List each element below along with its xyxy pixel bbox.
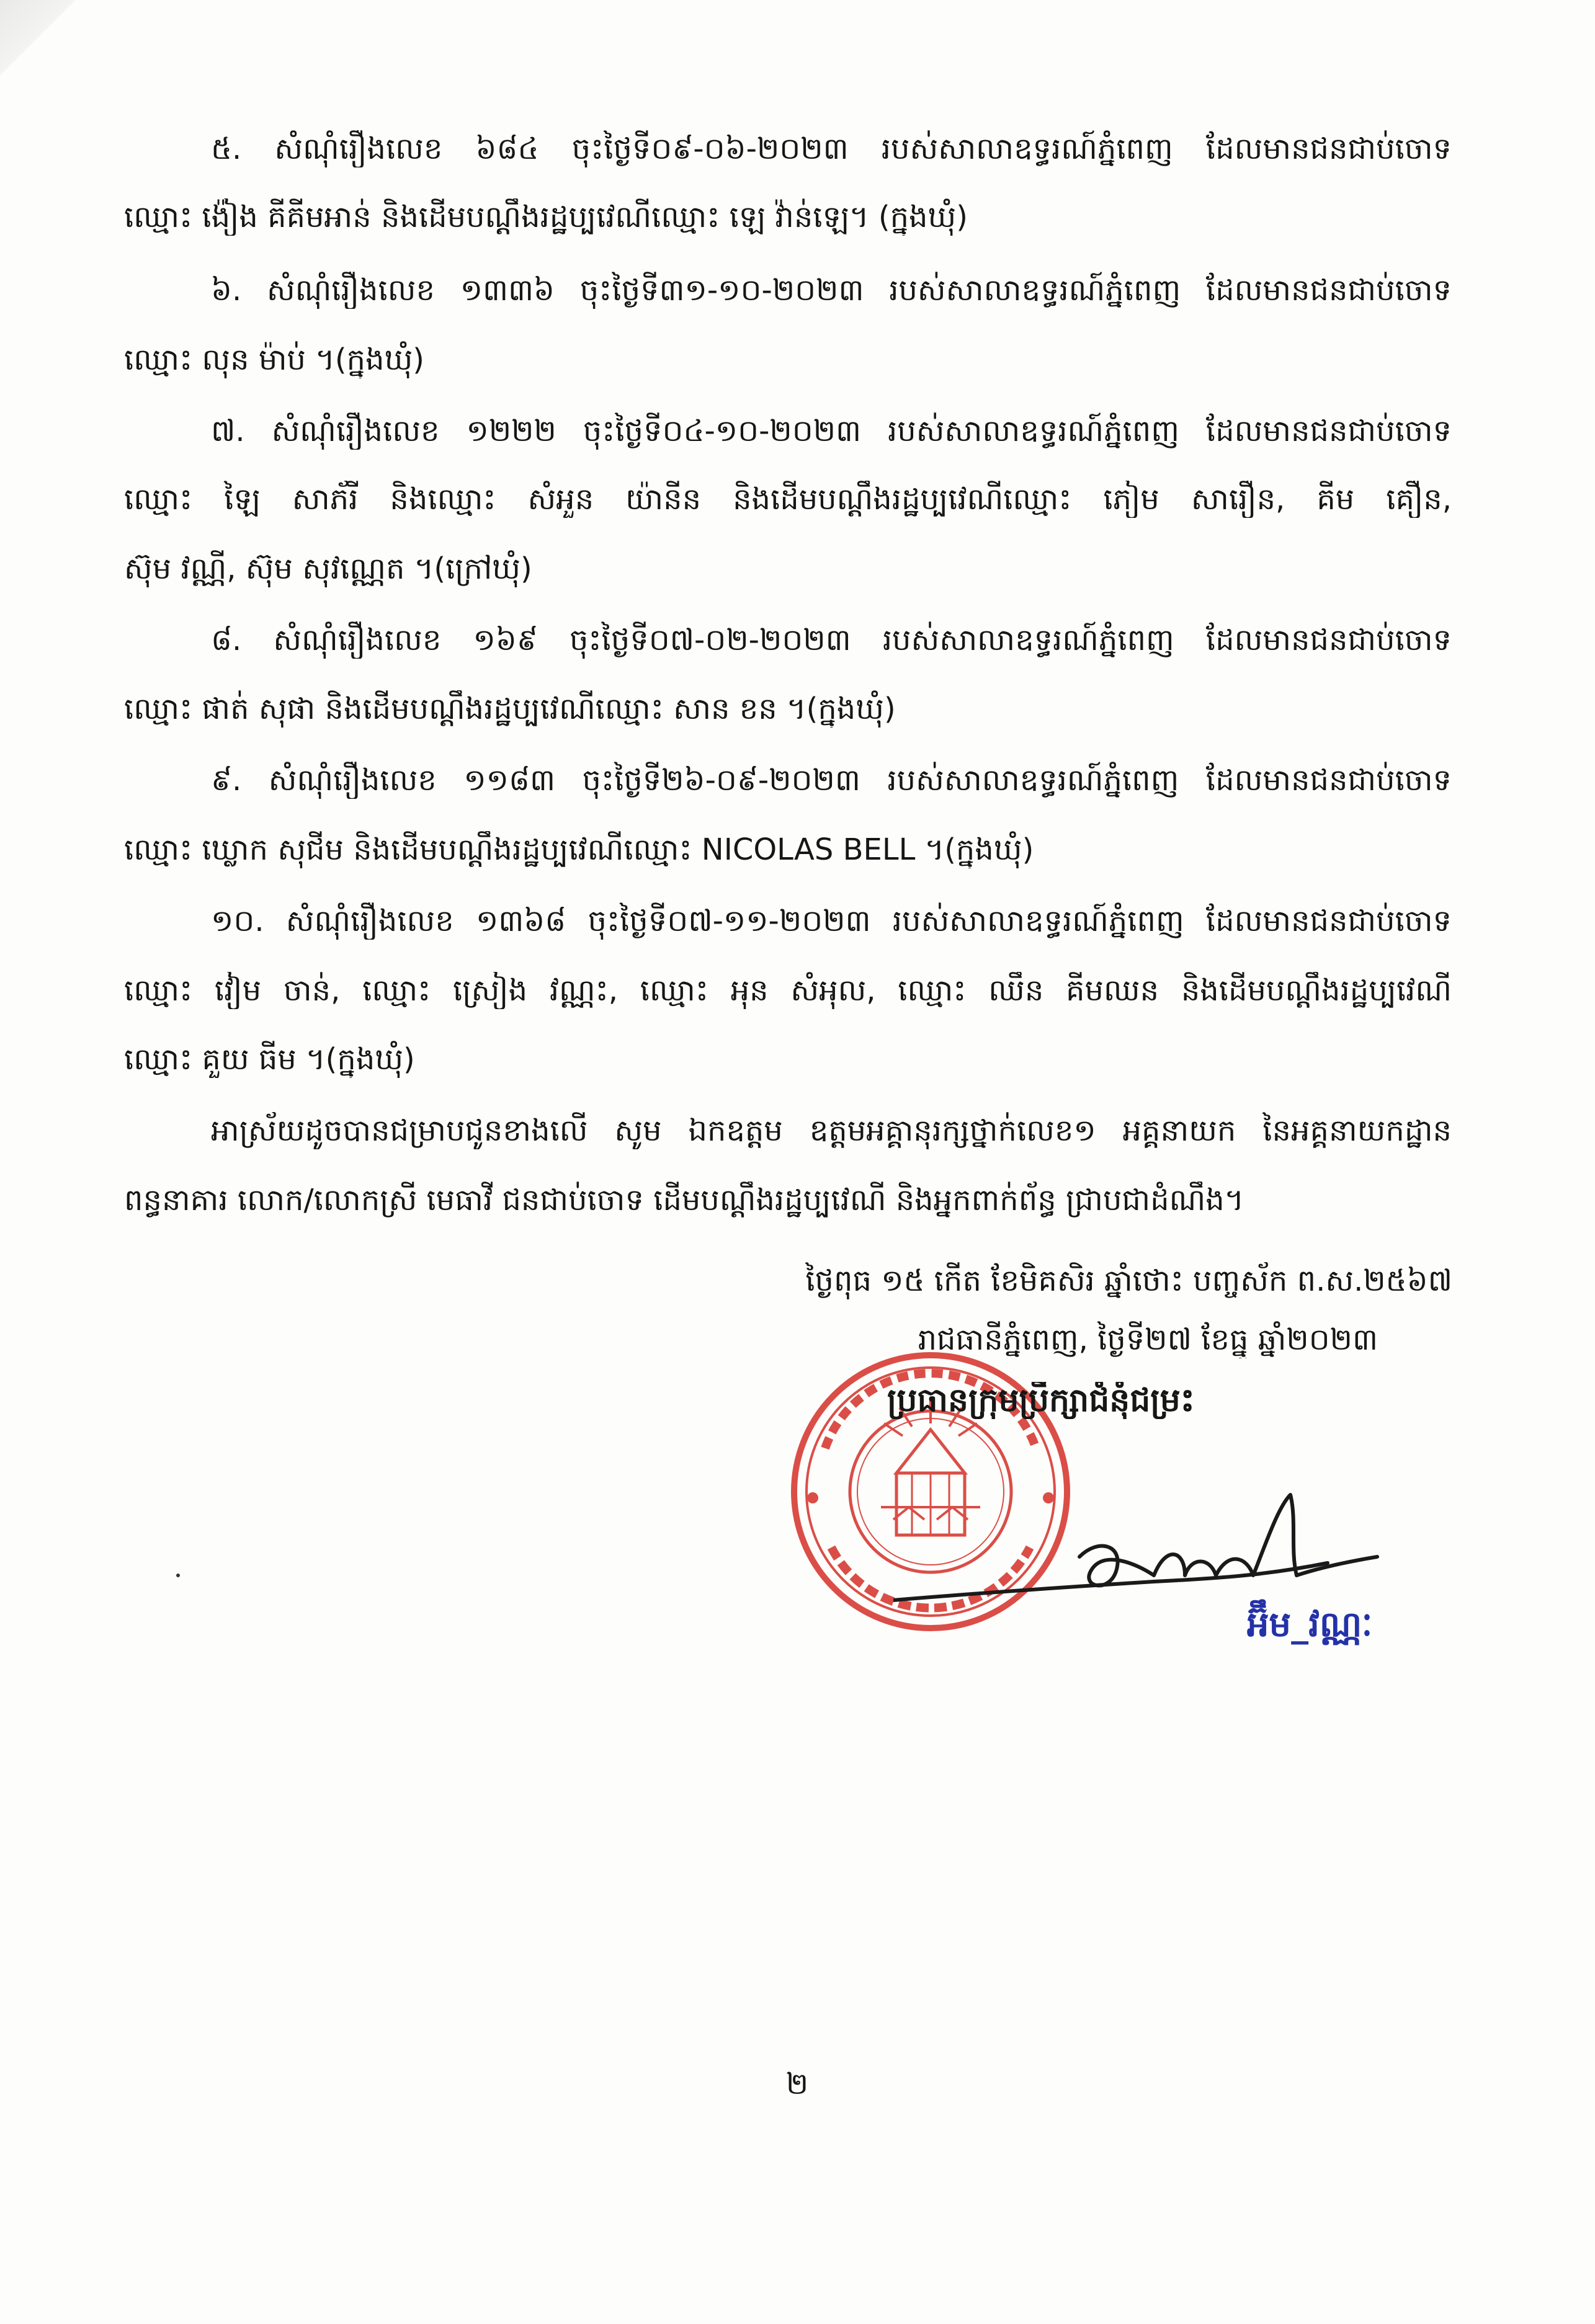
item-10-line-1: ១០. សំណុំរឿងលេខ ១៣៦៨ ចុះថ្ងៃទី០៧-១១-២០២៣ របស់សាលាឧទ្ធរណ៍ភ្នំពេញ ដែលមានជនជាប់ចោទ (211, 904, 1452, 938)
closing-line-2: ពន្ធនាគារ លោក/លោកស្រី មេធាវី ជនជាប់ចោទ ដើមបណ្តឹងរដ្ឋប្បវេណី និងអ្នកពាក់ព័ន្ធ ជ្រាបជាដំណឹង។ (124, 1183, 1244, 1218)
item-8-line-1: ៨. សំណុំរឿងលេខ ១៦៩ ចុះថ្ងៃទី០៧-០២-២០២៣ របស់សាលាឧទ្ធរណ៍ភ្នំពេញ ដែលមានជនជាប់ចោទ (211, 623, 1452, 657)
lunar-date: ថ្ងៃពុធ ១៥ កើត ខែមិគសិរ ឆ្នាំថោះ បញ្ចស័ក ព.ស.២៥៦៧ (805, 1263, 1452, 1298)
signatory-name: អ៊ឹម_វណ្ណៈ (1247, 1605, 1373, 1645)
solar-date: រាជធានីភ្នំពេញ, ថ្ងៃទី២៧ ខែធ្នូ ឆ្នាំ២០២៣ (918, 1322, 1378, 1357)
item-7-line-2: ឈ្មោះ ឡៃ សាភ័រី និងឈ្មោះ សំអួន យ៉ានីន និងដើមបណ្តឹងរដ្ឋប្បវេណីឈ្មោះ ភៀម សារឿន, គីម គឿន, (124, 482, 1452, 517)
item-9-line-1: ៩. សំណុំរឿងលេខ ១១៨៣ ចុះថ្ងៃទី២៦-០៩-២០២៣ របស់សាលាឧទ្ធរណ៍ភ្នំពេញ ដែលមានជនជាប់ចោទ (211, 763, 1452, 798)
item-7-line-3: ស៊ុម វណ្ណី, ស៊ុម សុវណ្ណេត ។(ក្រៅឃុំ) (124, 551, 532, 586)
page-number: ២ (785, 2067, 809, 2101)
item-10-line-3: ឈ្មោះ គួយ ធីម ។(ក្នុងឃុំ) (124, 1042, 415, 1077)
item-8-line-2: ឈ្មោះ ផាត់ សុផា និងដើមបណ្តឹងរដ្ឋប្បវេណីឈ្មោះ សាន ខន ។(ក្នុងឃុំ) (124, 692, 896, 726)
item-6-line-1: ៦. សំណុំរឿងលេខ ១៣៣៦ ចុះថ្ងៃទី៣១-១០-២០២៣ របស់សាលាឧទ្ធរណ៍ភ្នំពេញ ដែលមានជនជាប់ចោទ (211, 273, 1452, 308)
page-corner-fold (0, 0, 93, 93)
item-5-line-1: ៥. សំណុំរឿងលេខ ៦៨៤ ចុះថ្ងៃទី០៩-០៦-២០២៣ របស់សាលាឧទ្ធរណ៍ភ្នំពេញ ដែលមានជនជាប់ចោទ (211, 131, 1452, 166)
item-9-line-2: ឈ្មោះ ឃ្លោក សុជីម និងដើមបណ្តឹងរដ្ឋប្បវេណីឈ្មោះ NICOLAS BELL ។(ក្នុងឃុំ) (124, 832, 1034, 867)
item-7-line-1: ៧. សំណុំរឿងលេខ ១២២២ ចុះថ្ងៃទី០៤-១០-២០២៣ របស់សាលាឧទ្ធរណ៍ភ្នំពេញ ដែលមានជនជាប់ចោទ (211, 414, 1452, 448)
stray-mark (176, 1574, 180, 1577)
closing-line-1: អាស្រ័យដូចបានជម្រាបជូនខាងលើ សូម ឯកឧត្តម ឧត្តមអគ្គានុរក្សថ្នាក់លេខ១ អគ្គនាយក នៃអគ្គនាយកដ្ឋាន (211, 1113, 1452, 1148)
item-10-line-2: ឈ្មោះ វៀម ចាន់, ឈ្មោះ ស្រៀង វណ្ណះ, ឈ្មោះ អុន សំអុល, ឈ្មោះ ឈឹន គីមឈន និងដើមបណ្តឹងរដ្ឋប្បវេណី (124, 973, 1452, 1008)
signatory-title: ប្រធានក្រុមប្រឹក្សាជំនុំជម្រះ (887, 1382, 1195, 1419)
item-6-line-2: ឈ្មោះ លុន ម៉ាប់ ។(ក្នុងឃុំ) (124, 342, 425, 377)
item-5-line-2: ឈ្មោះ ង៉ៀង គីគីមអាន់ និងដើមបណ្តឹងរដ្ឋប្បវេណីឈ្មោះ ឡេ វ៉ាន់ឡេ។ (ក្នុងឃុំ) (124, 200, 968, 234)
